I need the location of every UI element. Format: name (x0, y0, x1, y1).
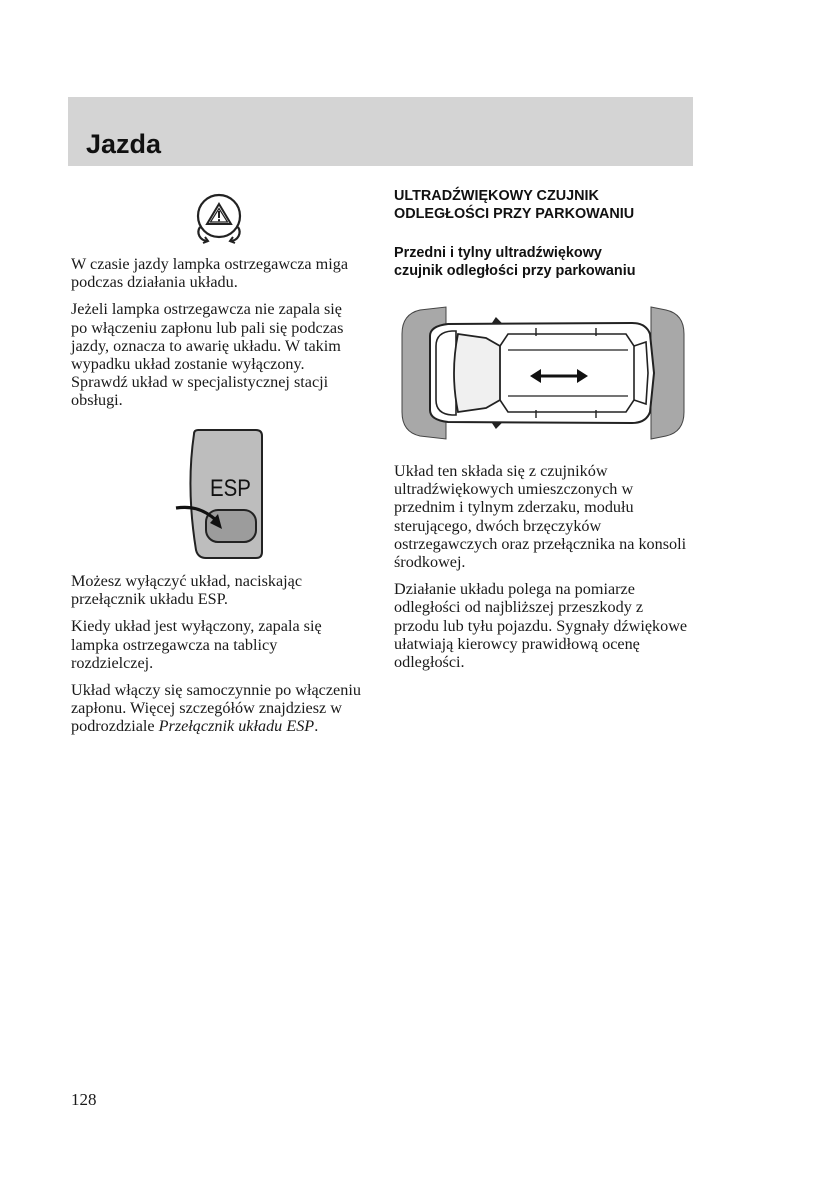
paragraph-auto-on-text: Układ włączy się samoczynnie po włączeniu zapłonu. Więcej szczegółów znajdziesz w podrozdziale (71, 681, 361, 736)
parking-sensor-heading-line2: ODLEGŁOŚCI PRZY PARKOWANIU (394, 205, 635, 222)
esp-switch-label: ESP (210, 475, 251, 502)
paragraph-auto-on (71, 681, 361, 736)
paragraph-lamp-flashes: W czasie jazdy lampka ostrzegawcza miga podczas działania układu. (71, 255, 348, 292)
left-column (71, 255, 361, 419)
section-header (68, 97, 693, 166)
section-title: Jazda (86, 129, 162, 159)
paragraph-system-operation: Działanie układu polega na pomiarze odległości od najbliższej przeszkody z przodu lub tyłu pojazdu. Sygnały dźwiękowe ułatwiają kierowcy prawidłową ocenę odległości. (394, 580, 688, 672)
esp-switch-icon (172, 428, 264, 560)
left-column-lower (71, 572, 361, 745)
parking-sensor-car-icon (396, 306, 690, 440)
parking-sensor-heading (394, 188, 694, 223)
stability-warning-icon (186, 190, 252, 246)
right-column (394, 462, 692, 680)
esp-switch-reference: Przełącznik układu ESP (158, 717, 315, 736)
paragraph-auto-on-end: . (314, 717, 319, 736)
page-number: 128 (71, 1090, 97, 1109)
parking-sensor-heading-line1: ULTRADŹWIĘKOWY CZUJNIK (394, 188, 599, 204)
paragraph-lamp-fault: Jeżeli lampka ostrzegawcza nie zapala się po włączeniu zapłonu lub pali się podczas jazdy, oznacza to awarię układu. W takim wypadku układ zostanie wyłączony. Sprawdź układ w specjalistycznej stacji obsługi. (71, 300, 344, 410)
paragraph-system-off-lamp: Kiedy układ jest wyłączony, zapala się lampka ostrzegawcza na tablicy rozdzielczej. (71, 617, 322, 672)
paragraph-switch-off: Możesz wyłączyć układ, naciskając przełącznik układu ESP. (71, 572, 303, 609)
paragraph-system-components: Układ ten składa się z czujników ultradźwiękowych umieszczonych w przednim i tylnym zderzaku, modułu sterującego, dwóch brzęczyków ostrzegawczych oraz przełącznika na konsoli środkowej. (394, 462, 687, 572)
parking-sensor-subheading-line2: czujnik odległości przy parkowaniu (394, 262, 636, 279)
parking-sensor-subheading-line1: Przedni i tylny ultradźwiękowy (394, 245, 602, 261)
parking-sensor-subheading (394, 245, 694, 280)
